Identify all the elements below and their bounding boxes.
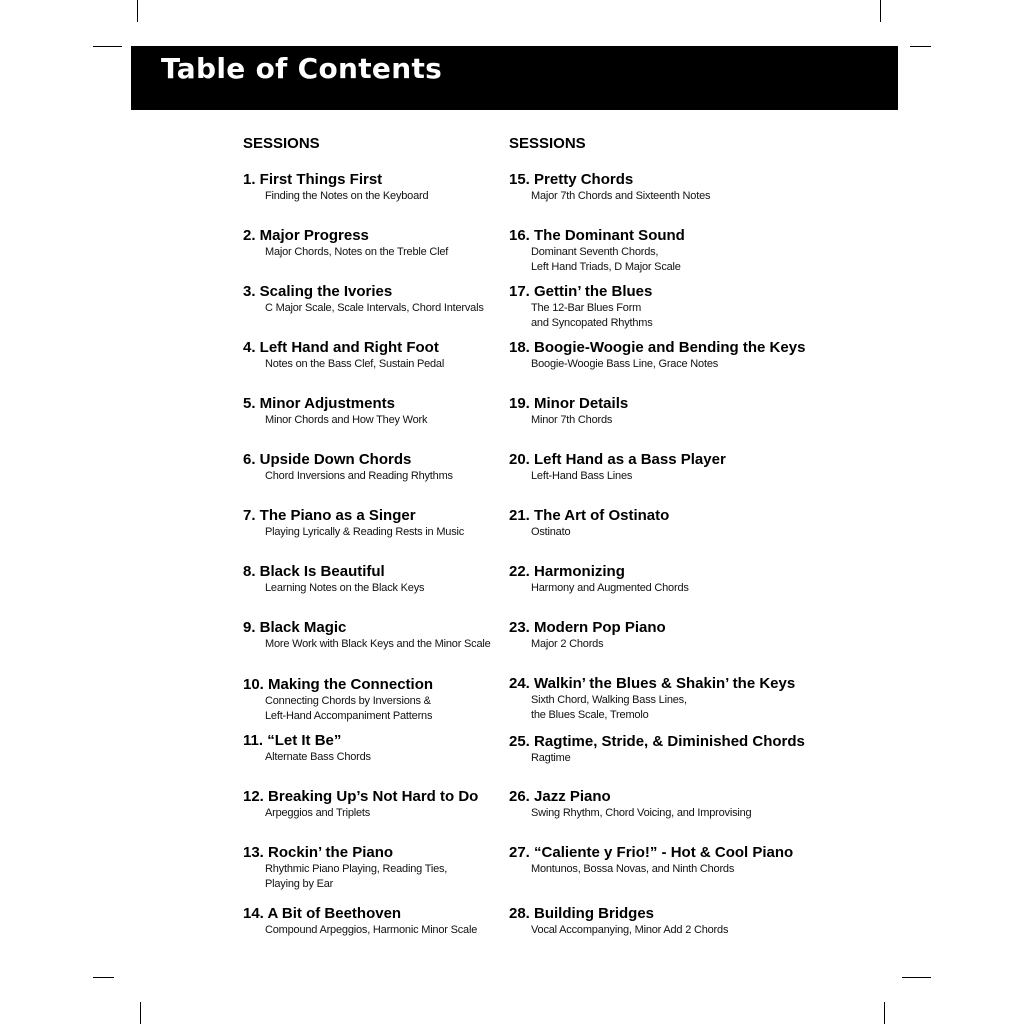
toc-entry — [509, 788, 751, 821]
toc-entry — [509, 339, 805, 372]
session-title: 15. Pretty Chords — [509, 171, 634, 188]
session-subtitle: Connecting Chords by Inversions & Left-Hand Accompaniment Patterns — [265, 695, 433, 722]
session-title: 27. “Caliente y Frio!” - Hot & Cool Piano — [509, 844, 794, 861]
toc-entry — [243, 788, 478, 821]
toc-entry — [509, 905, 728, 938]
session-title: 24. Walkin’ the Blues & Shakin’ the Keys — [509, 675, 796, 692]
toc-entry — [243, 732, 371, 765]
toc-entry — [509, 171, 710, 204]
crop-mark — [93, 977, 114, 978]
session-subtitle: Major Chords, Notes on the Treble Clef — [265, 246, 449, 258]
session-subtitle: The 12-Bar Blues Form and Syncopated Rhythms — [531, 302, 653, 329]
crop-mark — [93, 46, 122, 47]
session-title: 4. Left Hand and Right Foot — [243, 339, 439, 356]
session-title: 11. “Let It Be” — [243, 732, 342, 749]
title-banner — [131, 46, 898, 110]
session-subtitle: Swing Rhythm, Chord Voicing, and Improvising — [531, 807, 752, 819]
session-title: 5. Minor Adjustments — [243, 395, 395, 412]
session-subtitle: Ostinato — [531, 526, 571, 538]
toc-entry — [509, 563, 689, 596]
session-subtitle: C Major Scale, Scale Intervals, Chord Intervals — [265, 302, 484, 314]
toc-entry — [243, 676, 433, 724]
session-subtitle: Montunos, Bossa Novas, and Ninth Chords — [531, 863, 735, 875]
crop-mark — [910, 46, 931, 47]
session-title: 26. Jazz Piano — [509, 788, 611, 805]
session-title: 3. Scaling the Ivories — [243, 283, 393, 300]
session-subtitle: Sixth Chord, Walking Bass Lines, the Blues Scale, Tremolo — [531, 694, 687, 721]
toc-entry — [509, 395, 628, 428]
session-subtitle: Notes on the Bass Clef, Sustain Pedal — [265, 358, 445, 370]
toc-entry — [243, 507, 464, 540]
toc-entry — [243, 395, 427, 428]
session-subtitle: Compound Arpeggios, Harmonic Minor Scale — [265, 924, 478, 936]
toc-entry — [509, 733, 805, 766]
column-heading: SESSIONS — [243, 135, 320, 152]
session-title: 28. Building Bridges — [509, 905, 655, 922]
column-heading: SESSIONS — [509, 135, 586, 152]
session-title: 12. Breaking Up’s Not Hard to Do — [243, 788, 479, 805]
session-subtitle: Dominant Seventh Chords, Left Hand Triads, D Major Scale — [531, 246, 681, 273]
session-title: 17. Gettin’ the Blues — [509, 283, 653, 300]
session-title: 18. Boogie-Woogie and Bending the Keys — [509, 339, 806, 356]
session-subtitle: Harmony and Augmented Chords — [531, 582, 689, 594]
session-title: 6. Upside Down Chords — [243, 451, 412, 468]
page-title: Table of Contents — [161, 52, 443, 85]
toc-entry — [509, 227, 685, 275]
session-subtitle: Alternate Bass Chords — [265, 751, 371, 763]
session-title: 25. Ragtime, Stride, & Diminished Chords — [509, 733, 805, 750]
crop-mark — [902, 977, 931, 978]
toc-entry — [509, 844, 793, 877]
session-subtitle: Chord Inversions and Reading Rhythms — [265, 470, 453, 482]
session-subtitle: Playing Lyrically & Reading Rests in Music — [265, 526, 465, 538]
session-subtitle: More Work with Black Keys and the Minor Scale — [265, 638, 491, 650]
session-title: 13. Rockin’ the Piano — [243, 844, 394, 861]
session-title: 16. The Dominant Sound — [509, 227, 685, 244]
session-title: 14. A Bit of Beethoven — [243, 905, 402, 922]
session-subtitle: Finding the Notes on the Keyboard — [265, 190, 429, 202]
session-title: 23. Modern Pop Piano — [509, 619, 666, 636]
crop-mark — [140, 1002, 141, 1024]
toc-entry — [243, 905, 477, 938]
toc-entry — [243, 227, 448, 260]
session-subtitle: Left-Hand Bass Lines — [531, 470, 633, 482]
session-title: 19. Minor Details — [509, 395, 629, 412]
crop-mark — [880, 0, 881, 22]
session-subtitle: Rhythmic Piano Playing, Reading Ties, Playing by Ear — [265, 863, 448, 890]
session-title: 10. Making the Connection — [243, 676, 434, 693]
toc-entry — [243, 171, 428, 204]
session-title: 9. Black Magic — [243, 619, 347, 636]
toc-entry — [243, 844, 447, 892]
session-subtitle: Ragtime — [531, 752, 571, 764]
session-subtitle: Boogie-Woogie Bass Line, Grace Notes — [531, 358, 719, 370]
crop-mark — [884, 1002, 885, 1024]
toc-entry — [509, 283, 653, 331]
session-title: 22. Harmonizing — [509, 563, 625, 580]
session-subtitle: Learning Notes on the Black Keys — [265, 582, 425, 594]
session-title: 1. First Things First — [243, 171, 383, 188]
toc-entry — [509, 451, 726, 484]
session-subtitle: Major 7th Chords and Sixteenth Notes — [531, 190, 711, 202]
toc-entry — [243, 339, 444, 372]
crop-mark — [137, 0, 138, 22]
session-title: 7. The Piano as a Singer — [243, 507, 416, 524]
toc-entry — [243, 451, 453, 484]
toc-entry — [509, 675, 795, 723]
session-subtitle: Minor 7th Chords — [531, 414, 613, 426]
session-subtitle: Minor Chords and How They Work — [265, 414, 428, 426]
session-title: 8. Black Is Beautiful — [243, 563, 385, 580]
toc-entry — [509, 507, 669, 540]
toc-entry — [243, 563, 424, 596]
session-subtitle: Arpeggios and Triplets — [265, 807, 371, 819]
session-subtitle: Major 2 Chords — [531, 638, 604, 650]
toc-entry — [243, 619, 491, 652]
session-title: 2. Major Progress — [243, 227, 369, 244]
toc-entry — [243, 283, 484, 316]
session-subtitle: Vocal Accompanying, Minor Add 2 Chords — [531, 924, 729, 936]
session-title: 21. The Art of Ostinato — [509, 507, 670, 524]
toc-entry — [509, 619, 666, 652]
session-title: 20. Left Hand as a Bass Player — [509, 451, 726, 468]
